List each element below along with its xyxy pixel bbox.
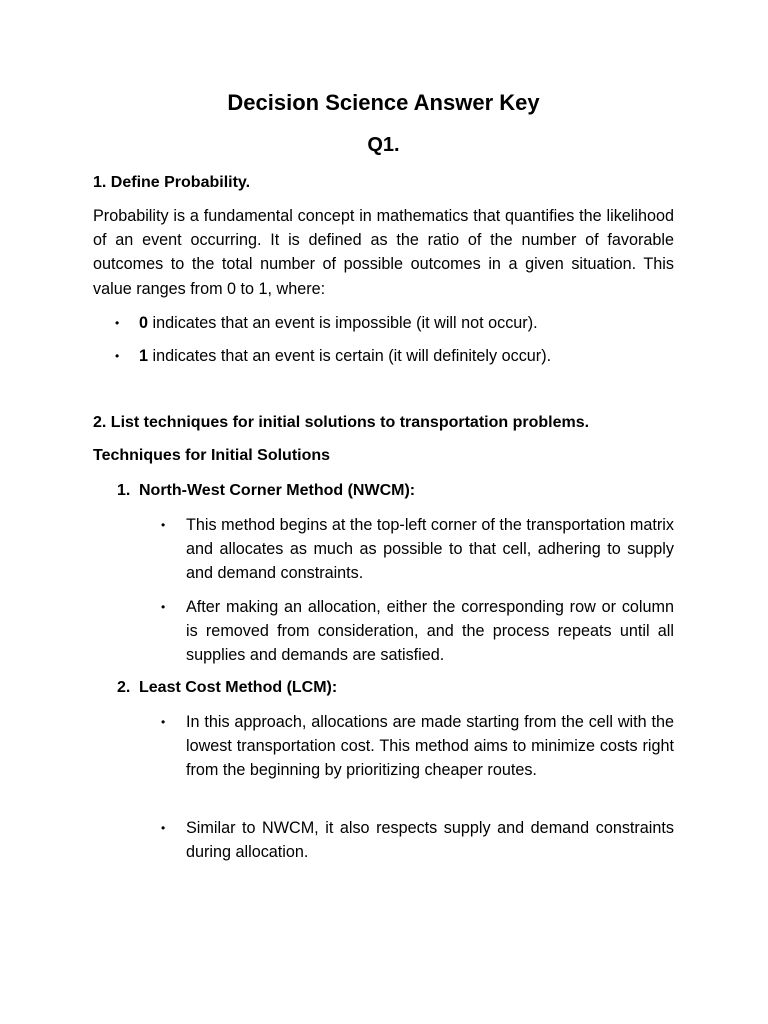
section-2-heading: 2. List techniques for initial solutions to transportation problems.	[93, 414, 590, 431]
bullet-text: In this approach, allocations are made starting from the cell with the lowest transportation cost. This method aims to minimize costs right from the beginning by prioritizing cheaper routes.	[186, 713, 674, 780]
bullet-text: After making an allocation, either the corresponding row or column is removed from consideration, and the process repeats until all supplies and demands are satisfied.	[186, 598, 674, 665]
bullet-icon: •	[161, 715, 166, 729]
bullet-icon: •	[115, 316, 120, 330]
probability-value: 1	[139, 347, 149, 365]
method-title: North-West Corner Method (NWCM):	[139, 482, 416, 499]
bullet-text: This method begins at the top-left corner of the transportation matrix and allocates as much as possible to that cell, adhering to supply and demand constraints.	[186, 516, 674, 583]
question-label: Q1.	[367, 134, 400, 156]
bullet-icon: •	[161, 518, 166, 532]
bullet-text: indicates that an event is certain (it will definitely occur).	[148, 347, 552, 365]
probability-value: 0	[139, 314, 149, 332]
method-title-nwcm	[117, 480, 416, 502]
bullet-text: indicates that an event is impossible (it will not occur).	[148, 314, 538, 332]
section-1-heading: 1. Define Probability.	[93, 174, 251, 191]
bullet-icon: •	[161, 600, 166, 614]
bullet-icon: •	[115, 349, 120, 363]
list-number: 2.	[117, 679, 131, 696]
section-2-subheading: Techniques for Initial Solutions	[93, 447, 331, 464]
document-title: Decision Science Answer Key	[227, 90, 540, 115]
method-title: Least Cost Method (LCM):	[139, 679, 338, 696]
probability-definition-paragraph: Probability is a fundamental concept in mathematics that quantifies the likelihood of an event occurring. It is defined as the ratio of the number of favorable outcomes to the total number of possible outcomes in a given situation. This value ranges from 0 to 1, where:	[93, 207, 674, 298]
method-title-lcm	[117, 677, 338, 699]
bullet-icon: •	[161, 821, 166, 835]
list-number: 1.	[117, 482, 131, 499]
bullet-text: Similar to NWCM, it also respects supply and demand constraints during allocation.	[186, 819, 674, 862]
